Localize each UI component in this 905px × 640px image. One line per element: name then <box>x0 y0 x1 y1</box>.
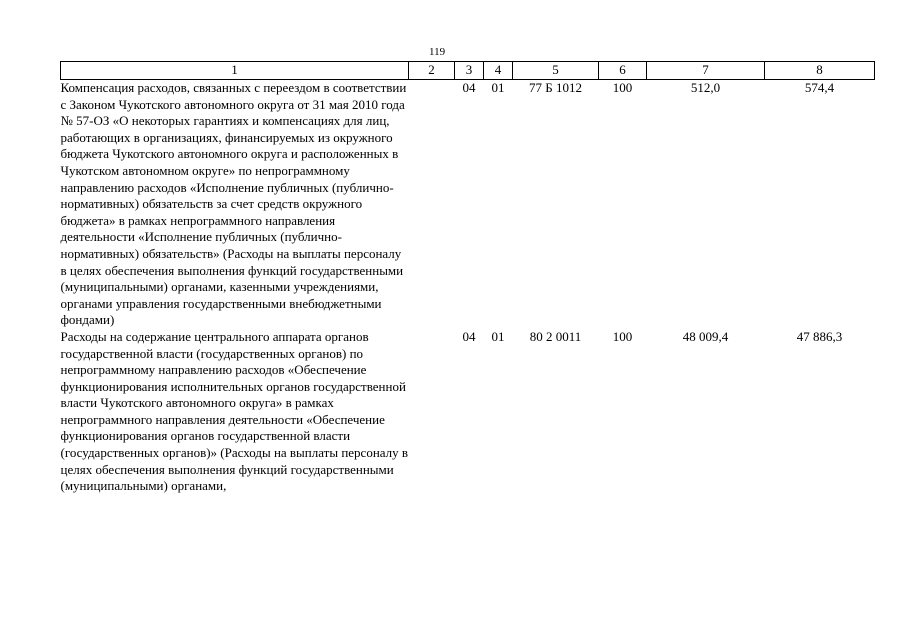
row-col8: 47 886,3 <box>796 328 843 344</box>
header-col-7: 7 <box>647 62 765 80</box>
header-col-2: 2 <box>409 62 455 80</box>
header-col-5: 5 <box>513 62 599 80</box>
row-col3: 04 <box>462 80 476 95</box>
row-col7: 512,0 <box>690 80 721 95</box>
header-row <box>61 62 875 80</box>
table-row <box>61 80 875 329</box>
header-col-6: 6 <box>599 62 647 80</box>
row-col2 <box>409 329 455 495</box>
row-col6: 100 <box>612 328 633 344</box>
row-col6: 100 <box>612 80 633 95</box>
table-row <box>61 329 875 495</box>
row-col2 <box>409 80 455 329</box>
header-col-8: 8 <box>765 62 875 80</box>
row-col8: 574,4 <box>804 80 835 95</box>
row-col3: 04 <box>462 328 476 344</box>
header-col-1: 1 <box>61 62 409 80</box>
row-description: Компенсация расходов, связанных с переездом в соответствии с Законом Чукотского автономного округа от 31 мая 2010 года № 57-ОЗ «О некоторых гарантиях и компенсациях для лиц, работающих в организациях, финансируемых из окружного бюджета Чукотского автономного округа и расположенных в Чукотском автономном округе» по непрограммному направлению расходов «Исполнение публичных (публично-нормативных) обязательств за счет средств окружного бюджета» в рамках непрограммного направления деятельности «Исполнение публичных (публично-нормативных) обязательств» (Расходы на выплаты персоналу в целях обеспечения выполнения функций государственными (муниципальными) органами, казенными учреждениями, органами управления государственными внебюджетными фондами) <box>60 80 407 328</box>
page-number: 119 <box>429 46 446 58</box>
row-col5: 77 Б 1012 <box>529 80 582 95</box>
row-col7: 48 009,4 <box>682 328 729 344</box>
row-col4: 01 <box>491 328 505 344</box>
budget-table <box>60 61 875 495</box>
row-description: Расходы на содержание центрального аппарата органов государственной власти (государственных органов) по непрограммному направлению расходов «Обеспечение функционирования исполнительных органов государственной власти Чукотского автономного округа» в рамках непрограммного направления деятельности «Обеспечение функционирования органов государственной власти (государственных органов)» (Расходы на выплаты персоналу в целях обеспечения выполнения функций государственными (муниципальными) органами, <box>60 328 409 494</box>
header-col-3: 3 <box>455 62 484 80</box>
row-col4: 01 <box>491 80 505 95</box>
row-col5: 80 2 0011 <box>529 328 582 344</box>
header-col-4: 4 <box>484 62 513 80</box>
